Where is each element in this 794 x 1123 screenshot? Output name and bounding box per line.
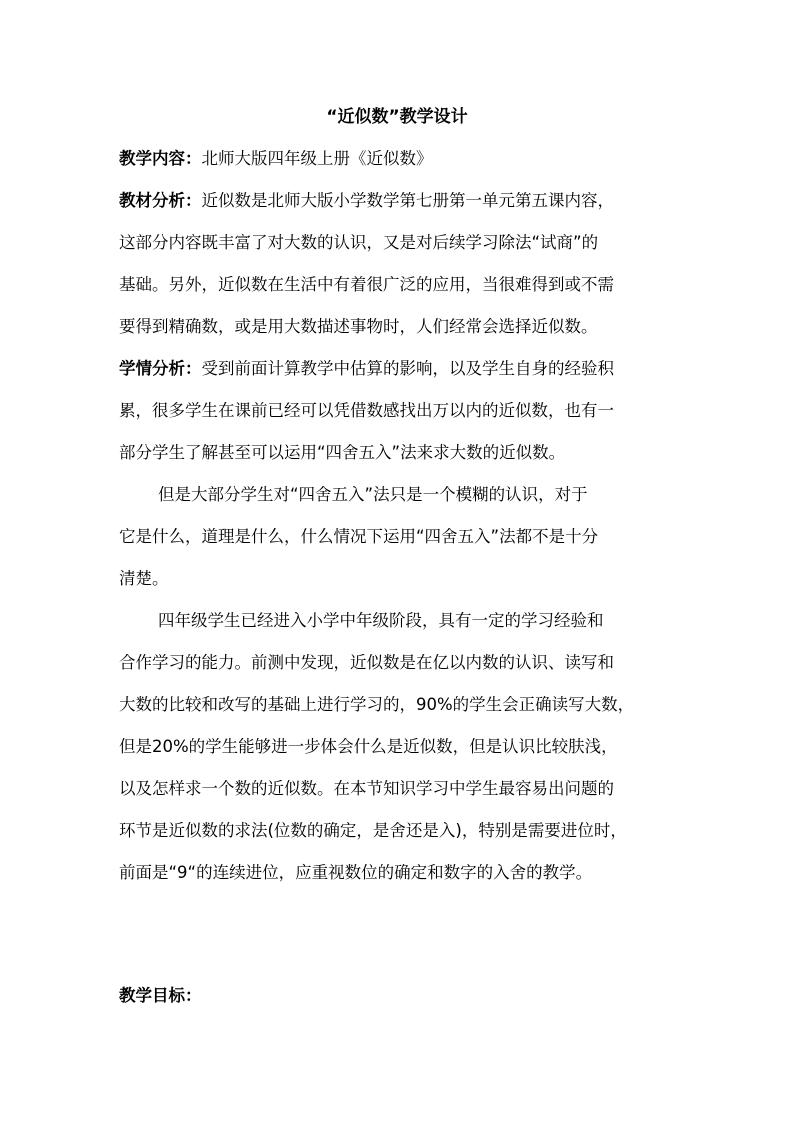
paragraph3-line-5: 以及怎样求一个数的近似数。在本节知识学习中学生最容易出问题的 (119, 779, 614, 798)
student-analysis-line-1 (119, 356, 614, 382)
objectives-line (119, 983, 202, 1009)
student-analysis-text: 受到前面计算教学中估算的影响，以及学生自身的经验积 (201, 359, 614, 378)
student-analysis-line-3: 部分学生了解甚至可以运用“四舍五入”法来求大数的近似数。 (119, 443, 566, 462)
material-analysis-line-1 (119, 188, 614, 214)
material-analysis-text: 近似数是北师大版小学数学第七册第一单元第五课内容， (201, 191, 614, 210)
material-analysis-line-3: 基础。另外，近似数在生活中有着很广泛的应用，当很难得到或不需 (119, 275, 614, 294)
objectives-label: 教学目标： (119, 986, 202, 1005)
student-analysis-label: 学情分析： (119, 359, 202, 378)
content-label: 教学内容： (119, 149, 202, 168)
paragraph3-line-3: 大数的比较和改写的基础上进行学习的，90%的学生会正确读写大数， (119, 695, 635, 714)
student-analysis-line-2: 累，很多学生在课前已经可以凭借数感找出万以内的近似数，也有一 (119, 401, 614, 420)
paragraph2-line-2: 它是什么，道理是什么，什么情况下运用“四舍五入”法都不是十分 (119, 527, 599, 546)
material-analysis-line-2: 这部分内容既丰富了对大数的认识，又是对后续学习除法“试商”的 (119, 233, 599, 252)
paragraph3-line-1: 四年级学生已经进入小学中年级阶段，具有一定的学习经验和 (158, 611, 604, 630)
paragraph3-line-2: 合作学习的能力。前测中发现，近似数是在亿以内数的认识、读写和 (119, 653, 614, 672)
paragraph2-line-1: 但是大部分学生对“四舍五入”法只是一个模糊的认识，对于 (158, 485, 588, 504)
content-text: 北师大版四年级上册《近似数》 (201, 149, 433, 168)
paragraph3-line-7: 前面是“9“的连续进位，应重视数位的确定和数字的入舍的教学。 (119, 863, 593, 882)
paragraph3-line-6: 环节是近似数的求法(位数的确定，是舍还是入)，特别是需要进位时， (119, 821, 627, 840)
paragraph3-line-4: 但是20%的学生能够进一步体会什么是近似数，但是认识比较肤浅， (119, 737, 618, 756)
material-analysis-label: 教材分析： (119, 191, 202, 210)
material-analysis-line-4: 要得到精确数，或是用大数描述事物时，人们经常会选择近似数。 (119, 317, 598, 336)
content-line (119, 146, 433, 172)
document-title: “近似数”教学设计 (326, 107, 468, 127)
paragraph2-line-3: 清楚。 (119, 569, 169, 588)
